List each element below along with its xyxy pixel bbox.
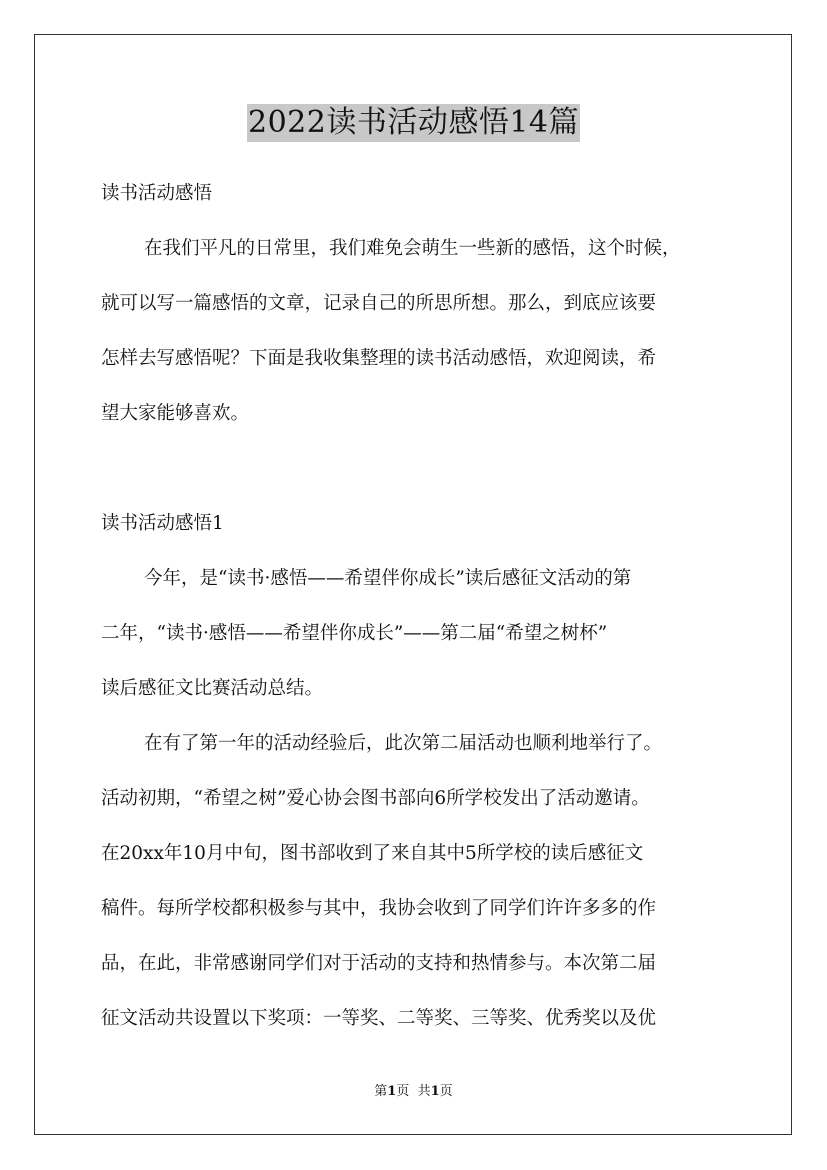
title-container: [0, 104, 827, 142]
page-footer: [0, 1083, 827, 1101]
document-body: [101, 166, 751, 1046]
paragraph-line: 在我们平凡的日常里，我们难免会萌生一些新的感悟，这个时候，: [144, 238, 681, 259]
paragraph-line: 就可以写一篇感悟的文章，记录自己的所思所想。那么，到底应该要: [101, 293, 657, 314]
paragraph-line: 在20xx年10月中旬，图书部收到了来自其中5所学校的读后感征文: [101, 843, 644, 864]
section-heading-1: 读书活动感悟1: [101, 513, 224, 534]
footer-page-number: 1: [387, 1084, 397, 1099]
paragraph-line: 稿件。每所学校都积极参与其中，我协会收到了同学们许许多多的作: [101, 898, 657, 919]
paragraph-line: 怎样去写感悟呢？下面是我收集整理的读书活动感悟，欢迎阅读，希: [101, 348, 657, 369]
paragraph-line: 品，在此，非常感谢同学们对于活动的支持和热情参与。本次第二届: [101, 953, 657, 974]
document-title: 2022读书活动感悟14篇: [247, 105, 580, 140]
footer-total-suffix: 页: [439, 1084, 453, 1099]
paragraph-line: 今年，是“读书·感悟——希望伴你成长”读后感征文活动的第: [144, 568, 632, 589]
blank-line: [101, 441, 751, 496]
paragraph-line: 二年，“读书·感悟——希望伴你成长”——第二届“希望之树杯”: [101, 623, 608, 644]
paragraph-line: 读后感征文比赛活动总结。: [101, 678, 324, 699]
paragraph-line: 望大家能够喜欢。: [101, 403, 250, 424]
paragraph-line: 活动初期，“希望之树”爱心协会图书部向6所学校发出了活动邀请。: [101, 788, 650, 809]
footer-total-number: 1: [430, 1084, 440, 1099]
footer-page-suffix: 页: [396, 1084, 410, 1099]
section-heading-intro: 读书活动感悟: [101, 183, 213, 204]
paragraph-line: 征文活动共设置以下奖项：一等奖、二等奖、三等奖、优秀奖以及优: [101, 1008, 657, 1029]
paragraph-line: 在有了第一年的活动经验后，此次第二届活动也顺利地举行了。: [144, 733, 663, 754]
footer-total-prefix: 共: [417, 1084, 431, 1099]
footer-page-prefix: 第: [374, 1084, 388, 1099]
